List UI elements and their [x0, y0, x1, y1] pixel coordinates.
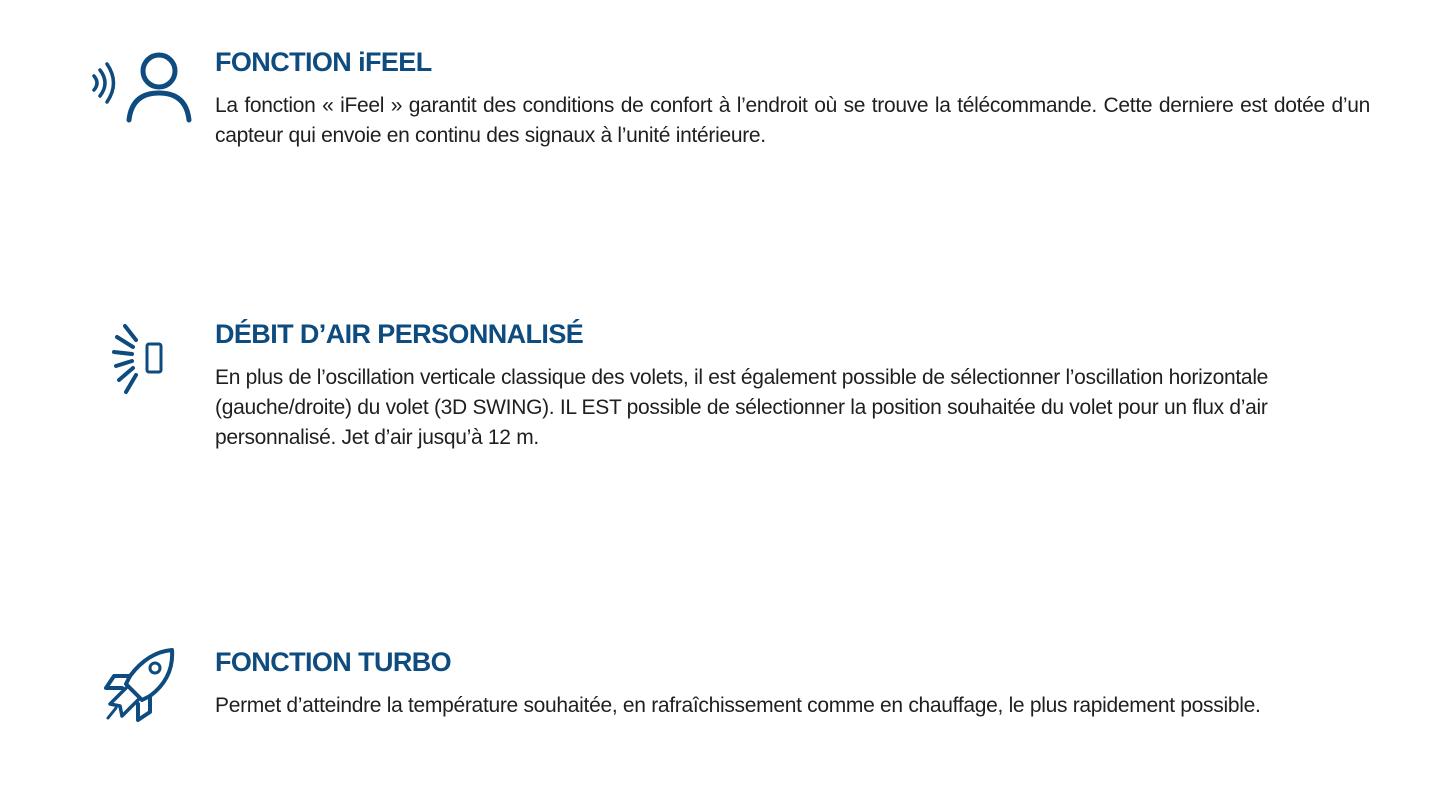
rocket-icon	[100, 646, 180, 724]
feature-title: FONCTION iFEEL	[215, 47, 432, 77]
feature-description: Permet d’atteindre la température souhaitée, en rafraîchissement comme en chauffage, le plus rapidement possible.	[215, 694, 1261, 717]
person-signal-icon	[88, 48, 194, 126]
feature-description: La fonction « iFeel » garantit des conditions de confort à l’endroit où se trouve la télécommande. Cette derniere est dotée d’un capteur qui envoie en continu des signaux à l’unité intérieure.	[215, 94, 1370, 147]
feature-title: FONCTION TURBO	[215, 647, 452, 677]
air-flow-louver-icon	[112, 322, 168, 396]
feature-description-part2: (gauche/droite) du volet (3D SWING). IL EST possible de sélectionner la position souhaitée du volet pour un flux d’air personnalisé. Jet d’air jusqu’à 12 m.	[215, 396, 1268, 449]
feature-description-part1: En plus de l’oscillation verticale classique des volets, il est également possible de sélectionner l’oscillation horizontale	[215, 366, 1269, 389]
feature-title: DÉBIT D’AIR PERSONNALISÉ	[215, 319, 584, 349]
